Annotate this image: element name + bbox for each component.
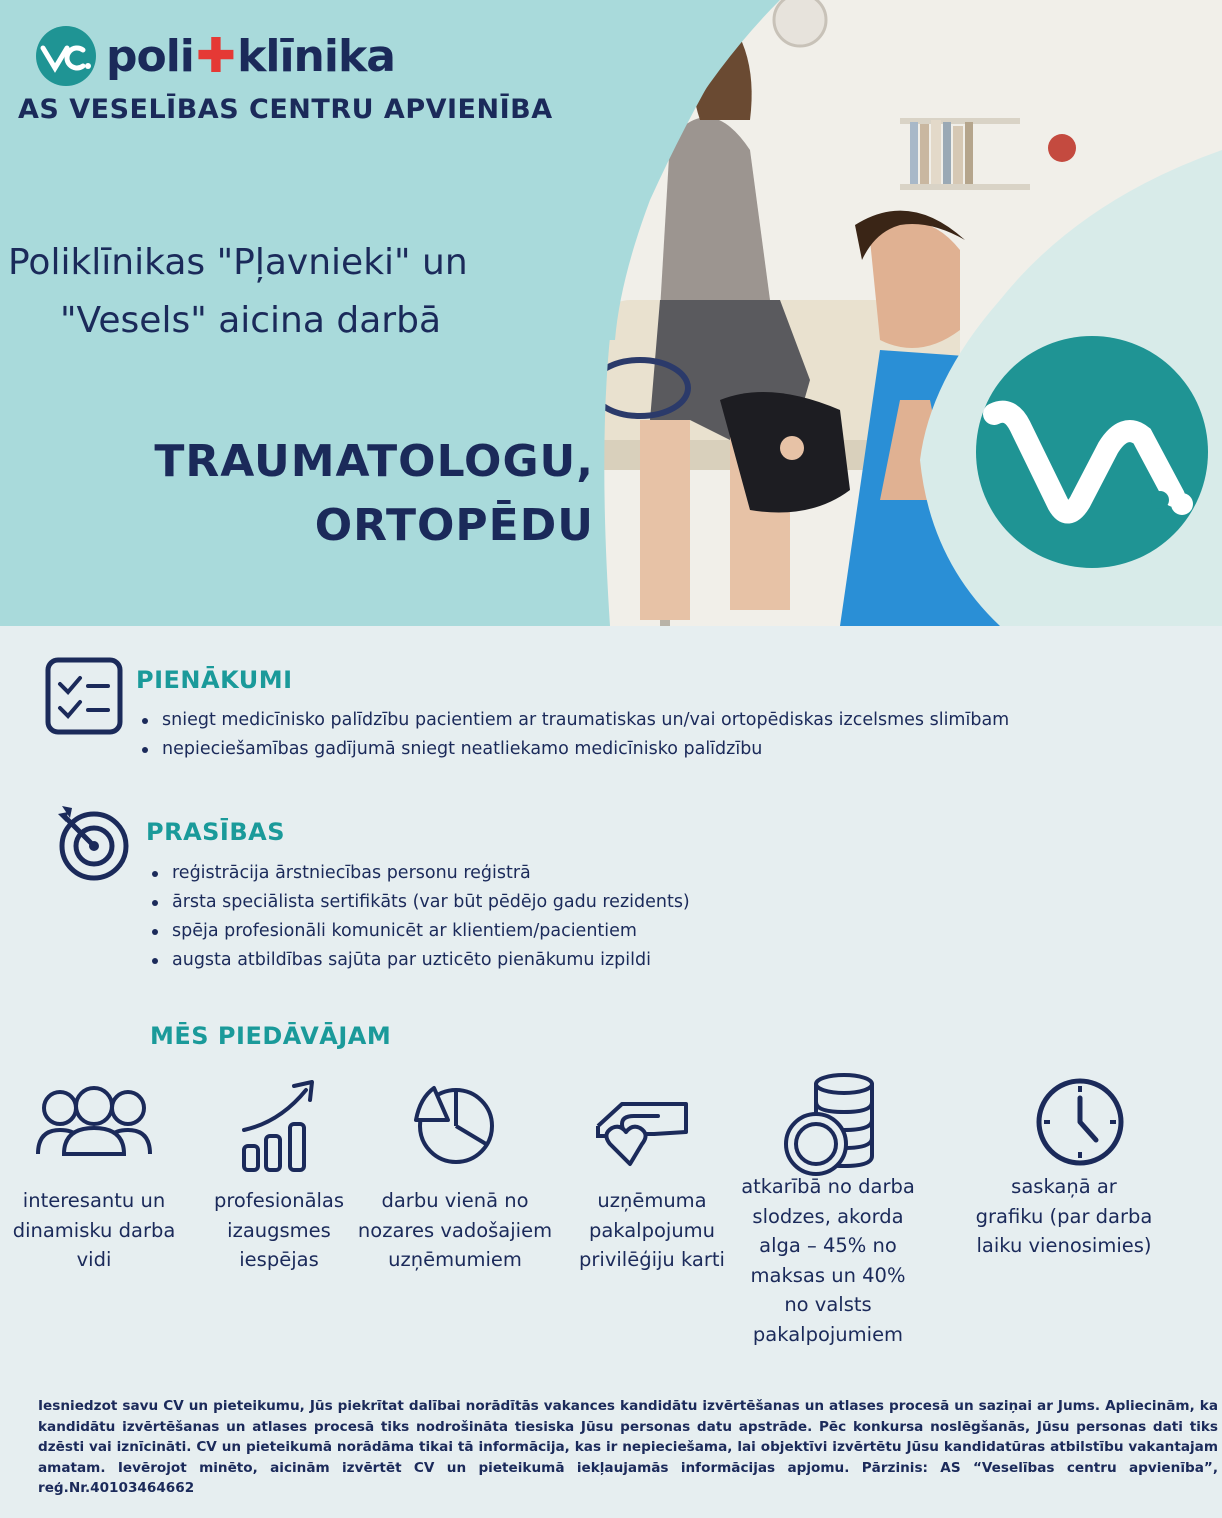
offer-line: maksas un 40%	[750, 1263, 906, 1287]
role-line-2: ORTOPĒDU	[314, 500, 594, 551]
offer-line: saskaņā ar	[1011, 1175, 1117, 1198]
list-item: spēja profesionāli komunicēt ar klientiem/pacientiem	[146, 917, 690, 946]
growth-chart-icon	[240, 1080, 320, 1174]
offer-line: darbu vienā no	[381, 1189, 529, 1212]
offer-text-6	[966, 1172, 1162, 1261]
target-icon	[52, 804, 132, 884]
offer-line: iespējas	[239, 1248, 319, 1271]
offer-line: alga – 45% no	[759, 1234, 897, 1257]
offer-line: uzņēmumiem	[388, 1248, 522, 1271]
people-icon	[36, 1084, 152, 1158]
offer-line: pakalpojumu	[588, 1218, 716, 1242]
requirements-title: PRASĪBAS	[146, 818, 286, 846]
vca-badge	[976, 336, 1208, 568]
headline	[8, 234, 598, 350]
pie-chart-icon	[412, 1080, 496, 1166]
role-line-1: TRAUMATOLOGU,	[154, 436, 594, 487]
offer-line: pakalpojumiem	[752, 1322, 904, 1346]
headline-line-2: "Vesels" aicina darbā	[60, 300, 442, 341]
coins-icon	[782, 1072, 878, 1176]
logo-mark-icon	[39, 36, 93, 76]
brand-logo	[36, 26, 395, 86]
offer-text-3	[350, 1186, 560, 1275]
logo-wordmark	[106, 28, 395, 84]
hero-section	[0, 0, 1222, 626]
offer-line: privilēģiju karti	[579, 1248, 725, 1271]
list-item: reģistrācija ārstniecības personu reģistrā	[146, 859, 690, 888]
duties-list	[136, 706, 1009, 764]
offer-line: no valsts	[784, 1293, 872, 1316]
list-item: sniegt medicīnisko palīdzību pacientiem ar traumatiskas un/vai ortopēdiskas izcelsmes slimībam	[136, 706, 1009, 735]
duties-title: PIENĀKUMI	[136, 666, 293, 694]
offer-text-4	[570, 1186, 734, 1275]
plus-icon: ✚	[195, 28, 236, 84]
offer-line: slodzes, akorda	[752, 1204, 904, 1228]
offer-line: interesantu un	[22, 1189, 166, 1212]
role-title	[100, 430, 594, 558]
offer-text-5	[730, 1172, 926, 1349]
offer-line: dinamisku darba	[12, 1218, 176, 1242]
offer-line: grafiku (par darba	[975, 1204, 1153, 1228]
offer-text-1	[0, 1186, 188, 1275]
privacy-disclaimer: Iesniedzot savu CV un pieteikumu, Jūs piekrītat dalībai norādītās vakances kandidātu izvērtēšanas un atlases procesā un saziņai ar Jums. Apliecinām, ka kandidātu izvērtēšanas un atlases procesā tiks nodrošināta tiesiska Jūsu personas datu apstrāde. Pēc konkursa noslēgšanās, Jūsu personas dati tiks dzēsti vai iznīcināti. CV un pieteikumā norādāma tikai tā informācija, kas ir nepieciešama, lai objektīvi izvērtētu Jūsu kandidatūras atbilstību vakantajam amatam. Ievērojot minēto, aicinām izvērtēt CV un pieteikumā iekļaujamās informācijas apjomu. Pārzinis: AS “Veselības centru apvienība”, reģ.Nr.40103464662	[38, 1398, 1218, 1496]
offer-text-2	[196, 1186, 362, 1275]
offer-line: uzņēmuma	[597, 1189, 707, 1212]
offer-line: izaugsmes	[227, 1218, 331, 1242]
offer-line: nozares vadošajiem	[357, 1218, 553, 1242]
logo-right-text: klīnika	[237, 30, 395, 82]
offer-line: profesionālas	[213, 1189, 345, 1212]
company-name: AS VESELĪBAS CENTRU APVIENĪBA	[18, 94, 553, 125]
clock-icon	[1034, 1076, 1126, 1168]
offer-line: vidi	[76, 1248, 112, 1271]
offer-line: laiku vienosimies)	[976, 1234, 1152, 1257]
offers-title: MĒS PIEDĀVĀJAM	[150, 1022, 392, 1050]
offer-line: atkarībā no darba	[741, 1175, 915, 1198]
hand-heart-icon	[594, 1092, 694, 1168]
logo-badge	[36, 26, 96, 86]
requirements-list	[146, 859, 690, 975]
headline-line-1: Poliklīnikas "Pļavnieki" un	[8, 242, 468, 283]
logo-left-text: poli	[106, 30, 194, 82]
checklist-icon	[44, 656, 124, 736]
list-item: ārsta speciālista sertifikāts (var būt pēdējo gadu rezidents)	[146, 888, 690, 917]
list-item: augsta atbildības sajūta par uzticēto pienākumu izpildi	[146, 946, 690, 975]
list-item: nepieciešamības gadījumā sniegt neatliekamo medicīnisko palīdzību	[136, 735, 1009, 764]
